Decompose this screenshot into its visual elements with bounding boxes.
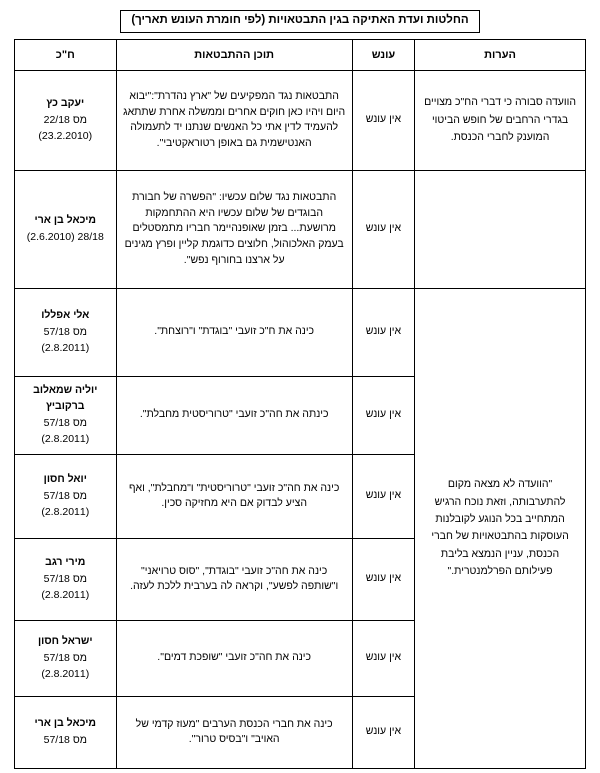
cell-penalty: אין עונש xyxy=(352,620,414,696)
cell-content: כינה את חברי הכנסת הערבים "מעוז קדמי של האויב" ו"בסיס טרור". xyxy=(116,696,352,768)
mk-decision-meta: מס 57/18 (2.8.2011) xyxy=(41,573,90,602)
cell-penalty: אין עונש xyxy=(352,70,414,170)
table-row xyxy=(15,288,586,376)
cell-penalty: אין עונש xyxy=(352,538,414,620)
cell-content: כינתה את חה"כ זועבי "טרוריסטית מחבלת". xyxy=(116,376,352,454)
mk-name: יואל חסון xyxy=(43,472,87,485)
mk-decision-meta: מס 57/18 (2.8.2011) xyxy=(41,326,90,355)
mk-decision-meta: מס 22/18 (23.2.2010) xyxy=(38,114,93,143)
cell-content: כינה את חה"כ זועבי "טרוריסטית" ו"מחבלת", ואף הציע לבדוק אם היא מחזיקה סכין. xyxy=(116,454,352,538)
column-header-penalty: עונש xyxy=(352,39,414,70)
mk-name: ישראל חסון xyxy=(37,634,93,647)
mk-name: יעקב כץ xyxy=(46,96,85,109)
mk-name: מיכאל בן ארי xyxy=(34,716,96,729)
cell-notes: הוועדה סבורה כי דברי הח"כ מצויים בגדרי הרחבים של חופש הביטוי המוענק לחברי הכנסת. xyxy=(415,70,586,170)
mk-name: אלי אפללו xyxy=(41,308,90,321)
mk-name: יוליה שמאלוב ברקוביץ xyxy=(33,383,98,412)
cell-mk xyxy=(15,170,117,288)
cell-mk xyxy=(15,696,117,768)
mk-name: מיכאל בן ארי xyxy=(34,213,96,226)
column-header-content: תוכן ההתבטאות xyxy=(116,39,352,70)
cell-penalty: אין עונש xyxy=(352,696,414,768)
cell-notes xyxy=(415,170,586,288)
table-row xyxy=(15,70,586,170)
mk-name: מירי רגב xyxy=(45,555,86,568)
cell-penalty: אין עונש xyxy=(352,454,414,538)
column-header-mk: ח"כ xyxy=(15,39,117,70)
cell-notes: "הוועדה לא מצאה מקום להתערבותה, וזאת נוכח הרגיש המתחייב בכל הנוגע לקובלנות העוסקות בהתבטאויות של חברי הכנסת, עניין הנמצא בליבת פעילותם הפרלמנטרית." xyxy=(415,288,586,768)
cell-content: התבטאות נגד שלום עכשיו: "הפשרה של חבורת הבוגדים של שלום עכשיו היא ההתחמקות מרושעת... בזמן שאופנהיימר חבריו מתמסטלים בעמק האלכוהול, חלוצים כדוגמת קליין ופרץ מגינים על ארצנו בחורוף נפש". xyxy=(116,170,352,288)
ethics-decisions-table xyxy=(14,39,586,769)
cell-content: כינה את חה"כ זועבי "שופכת דמים". xyxy=(116,620,352,696)
page-title: החלטות ועדת האתיקה בגין התבטאויות (לפי חומרת העונש תאריך) xyxy=(120,10,479,33)
mk-decision-meta: מס 57/18 (2.8.2011) xyxy=(41,490,90,519)
cell-content: כינה את חה"כ זועבי "בוגדת", "סוס טרויאני" ו"שותפה לפשע", וקראה לה בערבית ללכת לעזה. xyxy=(116,538,352,620)
cell-penalty: אין עונש xyxy=(352,170,414,288)
cell-mk xyxy=(15,454,117,538)
mk-decision-meta: מס 57/18 (2.8.2011) xyxy=(41,417,90,446)
cell-content: כינה את ח"כ זועבי "בוגדת" ו"רוצחת". xyxy=(116,288,352,376)
mk-decision-meta: מס 57/18 xyxy=(43,734,87,747)
cell-penalty: אין עונש xyxy=(352,376,414,454)
title-container xyxy=(14,10,586,33)
cell-mk xyxy=(15,70,117,170)
cell-mk xyxy=(15,376,117,454)
cell-mk xyxy=(15,288,117,376)
table-header-row xyxy=(15,39,586,70)
mk-decision-meta: מס 57/18 (2.8.2011) xyxy=(41,652,90,681)
mk-decision-meta: 28/18 (2.6.2010) xyxy=(26,231,104,244)
column-header-notes: הערות xyxy=(415,39,586,70)
cell-mk xyxy=(15,620,117,696)
cell-content: התבטאות נגד המפקיעים של "ארץ נהדרת":"יבוא היום ויהיו כאן חוקים אחרים וממשלה אחרת שתתאג להעמיד לדין אתי כל האנשים שנתנו יד לתעמולה האנטישמית גם באופן רטוראקטיבי". xyxy=(116,70,352,170)
cell-mk xyxy=(15,538,117,620)
table-row xyxy=(15,170,586,288)
cell-penalty: אין עונש xyxy=(352,288,414,376)
